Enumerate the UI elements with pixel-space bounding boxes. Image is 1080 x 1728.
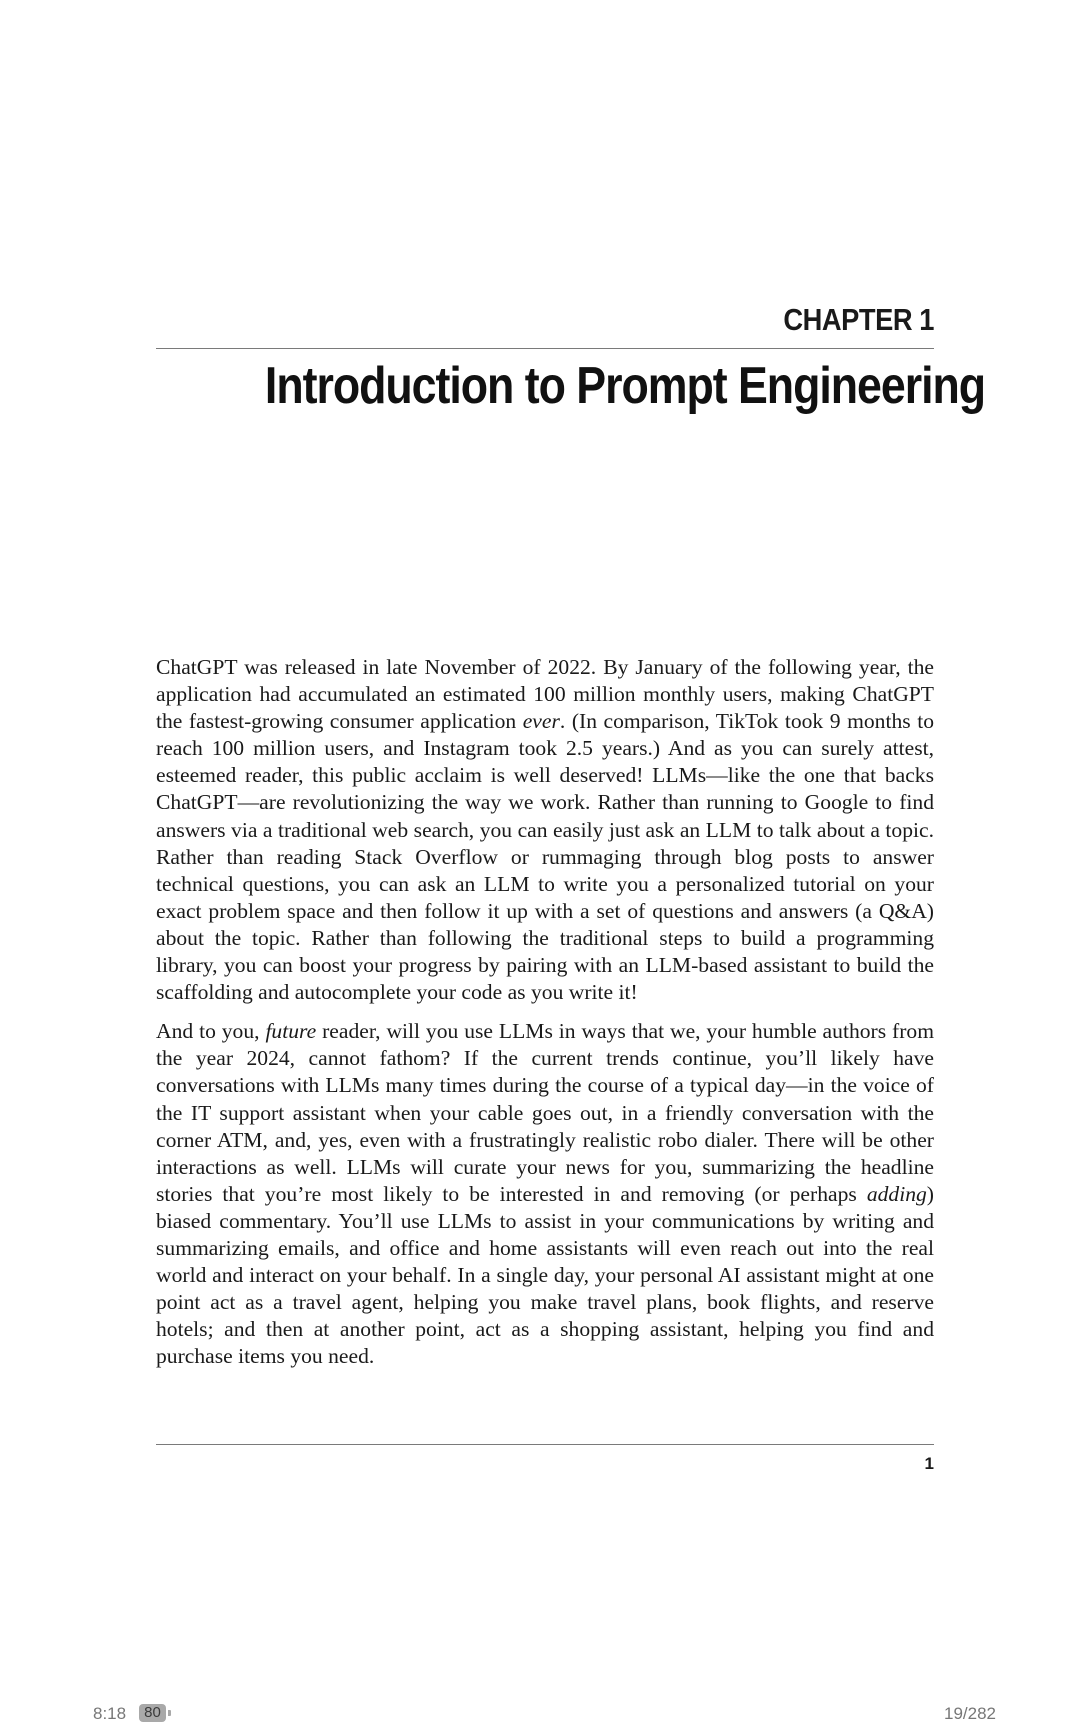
paragraph-text: ChatGPT was released in late November of 2022. By January of the following year, the application had accumulated an estimated 100 million monthly users, making ChatGPT the fastest-growing consumer application: [156, 655, 934, 734]
paragraph-text: . (In comparison, TikTok took 9 months to reach 100 million users, and Instagram took 2.5 years.) And as you can surely attest, esteemed reader, this public acclaim is well deserved! LLMs—like the one that backs ChatGPT—are revolutionizing the way we work. Rather than running to Google to find answers via a traditional web search, you can easily just ask an LLM to talk about a topic. Rather than reading Stack Overflow or rummaging through blog posts to answer technical questions, you can ask an LLM to write you a personalized tutorial on your exact problem space and then follow it up with a set of questions and answers (a Q&A) about the topic. Rather than following the traditional steps to build a programming library, you can boost your progress by pairing with an LLM-based assistant to build the scaffolding and autocomplete your code as you write it!: [156, 709, 934, 1005]
paragraph: [156, 1018, 934, 1370]
chapter-body: [156, 654, 934, 1370]
page-progress: 19/282: [944, 1704, 996, 1723]
chapter-label: CHAPTER 1: [783, 302, 934, 337]
paragraph-text: ) biased commentary. You’ll use LLMs to assist in your communications by writing and summarizing emails, and office and home assistants will even reach out into the real world and interact on your behalf. In a single day, your personal AI assistant might at one point act as a travel agent, helping you make travel plans, book flights, and reserve hotels; and then at another point, act as a shopping assistant, helping you find and purchase items you need.: [156, 1181, 934, 1369]
chapter-title: Introduction to Prompt Engineering: [264, 357, 986, 415]
clock-time: 8:18: [93, 1704, 127, 1723]
chapter-divider: [156, 348, 934, 349]
battery-tip: [168, 1710, 171, 1716]
footer-divider: [156, 1444, 934, 1445]
paragraph-text: And to you,: [156, 1019, 266, 1044]
reader-status-bar: [0, 1700, 1080, 1728]
emphasis-text: ever: [522, 709, 560, 734]
battery-icon: 80: [139, 1704, 166, 1722]
emphasis-text: future: [265, 1019, 317, 1044]
chapter-header: [156, 298, 986, 417]
emphasis-text: adding: [866, 1181, 927, 1206]
page-number: 1: [924, 1454, 934, 1473]
paragraph-text: reader, will you use LLMs in ways that we, your humble authors from the year 2024, cannot fathom? If the current trends continue, you’ll likely have conversations with LLMs many times during the course of a typical day—in the voice of the IT support assistant when your cable goes out, in a friendly conversation with the corner ATM, and, yes, even with a frustratingly realistic robo dialer. There will be other interactions as well. LLMs will curate your news for you, summarizing the headline stories that you’re most likely to be interested in and removing (or perhaps: [156, 1019, 934, 1206]
paragraph: [156, 654, 934, 1006]
